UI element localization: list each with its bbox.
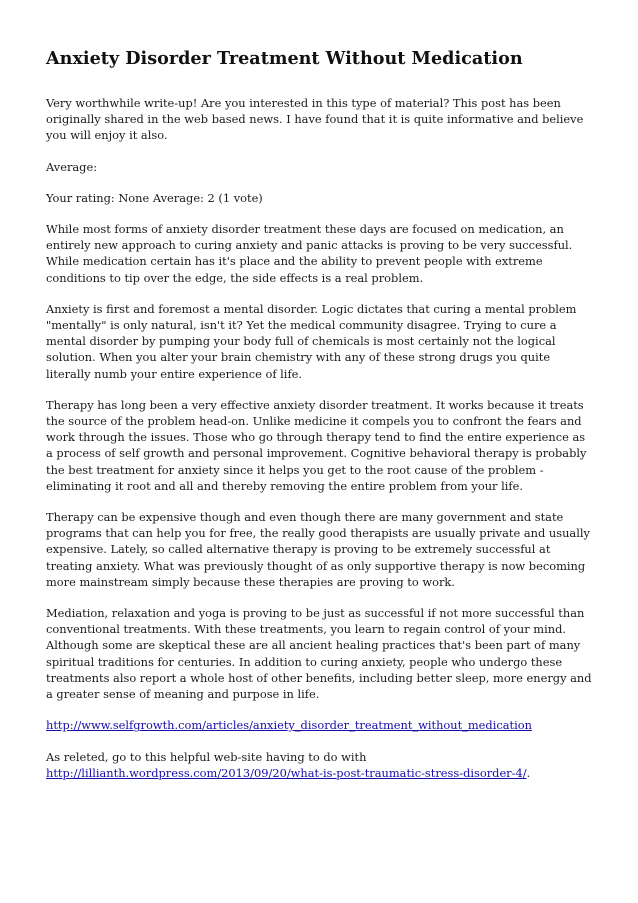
source-link[interactable]: http://www.selfgrowth.com/articles/anxiety_disorder_treatment_without_medication bbox=[46, 718, 532, 733]
intro-paragraph: Very worthwhile write-up! Are you interested in this type of material? This post has been originally shared in the web based news. I have found that it is quite informative and believe you will enjoy it also. bbox=[46, 96, 584, 143]
document-title: Anxiety Disorder Treatment Without Medication bbox=[46, 48, 523, 69]
body-paragraph: Anxiety is first and foremost a mental disorder. Logic dictates that curing a mental problem "mentally" is only natural, isn't it? Yet the medical community disagree. Trying to cure a mental disorder by pumping your body full of chemicals is most certainly not the logical solution. When you alter your brain chemistry with any of these strong drugs you quite literally numb your entire experience of life. bbox=[46, 301, 577, 381]
source-link-paragraph bbox=[46, 717, 594, 733]
document-page bbox=[46, 47, 594, 796]
related-link[interactable]: http://lillianth.wordpress.com/2013/09/20/what-is-post-traumatic-stress-disorder-4/ bbox=[46, 765, 527, 780]
related-text: As releted, go to this helpful web-site having to do with bbox=[46, 749, 367, 764]
average-label: Average: bbox=[46, 159, 98, 174]
body-paragraph: Mediation, relaxation and yoga is proving to be just as successful if not more successful than conventional treatments. With these treatments, you learn to regain control of your mind. Although some are skeptical these are all ancient healing practices that's been part of many spiritual traditions for centuries. In addition to curing anxiety, people who undergo these treatments also report a whole host of other benefits, including better sleep, more energy and a greater sense of meaning and purpose in life. bbox=[46, 606, 592, 702]
related-suffix: . bbox=[526, 765, 531, 780]
body-paragraph: Therapy can be expensive though and even though there are many government and state programs that can help you for free, the really good therapists are usually private and usually expensive. Lately, so called alternative therapy is proving to be extremely successful at treating anxiety. What was previously thought of as only supportive therapy is now becoming more mainstream simply because these therapies are proving to work. bbox=[46, 510, 590, 589]
body-paragraph: While most forms of anxiety disorder treatment these days are focused on medication, an entirely new approach to curing anxiety and panic attacks is proving to be very successful. While medication certain has it's place and the ability to prevent people with extreme conditions to tip over the edge, the side effects is a real problem. bbox=[46, 222, 573, 285]
rating-line: Your rating: None Average: 2 (1 vote) bbox=[46, 190, 263, 205]
body-paragraph: Therapy has long been a very effective anxiety disorder treatment. It works because it treats the source of the problem head-on. Unlike medicine it compels you to confront the fears and work through the issues. Those who go through therapy tend to find the entire experience as a process of self growth and personal improvement. Cognitive behavioral therapy is probably the best treatment for anxiety since it helps you get to the root cause of the problem - eliminating it root and all and thereby removing the entire problem from your life. bbox=[46, 397, 587, 493]
related-paragraph bbox=[46, 749, 594, 781]
